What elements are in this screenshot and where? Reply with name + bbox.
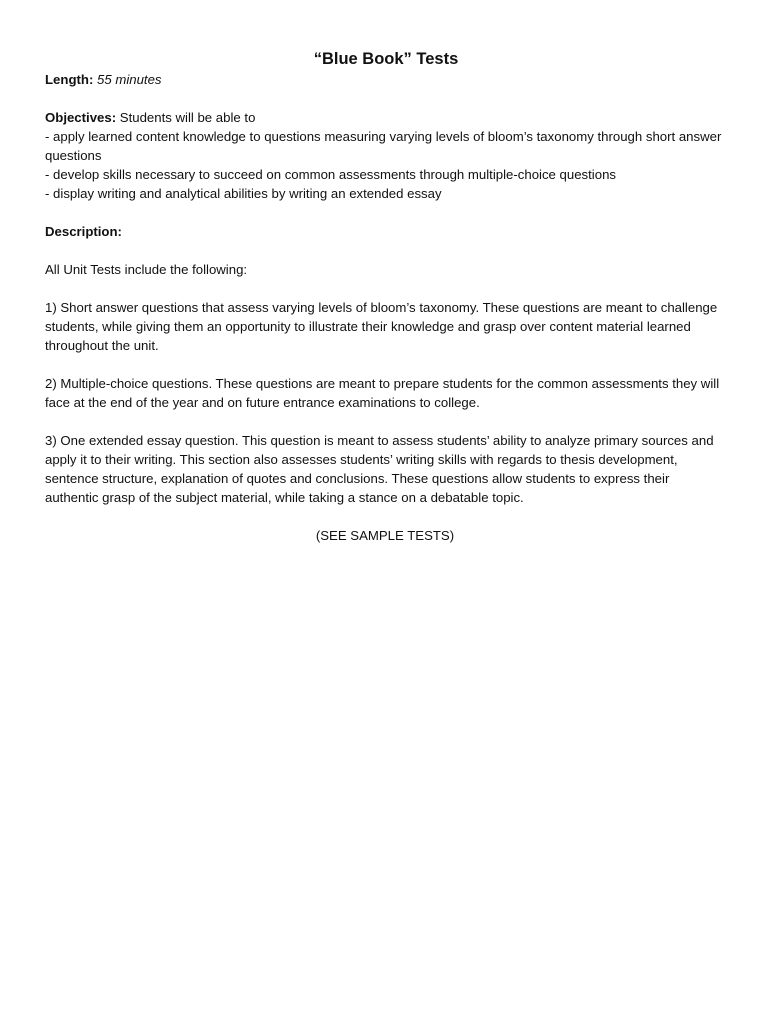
description-paragraph: 2) Multiple-choice questions. These questions are meant to prepare students for the common assessments they will face at the end of the year and on future entrance examinations to college. [45,376,720,410]
objective-item: - display writing and analytical abilities by writing an extended essay [45,186,442,201]
spacer [45,241,725,260]
objectives-label: Objectives: [45,110,117,125]
objective-item: - apply learned content knowledge to questions measuring varying levels of bloom’s taxonomy through short answer questions [45,129,722,163]
length-label: Length: [45,72,94,87]
spacer [45,89,725,108]
objectives-intro: Students will be able to [119,110,256,125]
length-value: 55 minutes [97,72,162,87]
spacer [45,412,725,431]
sample-tests-note: (SEE SAMPLE TESTS) [315,528,455,543]
spacer [45,355,725,374]
objectives-line [45,108,725,127]
description-paragraph: 1) Short answer questions that assess varying levels of bloom’s taxonomy. These questions are meant to challenge students, while giving them an opportunity to illustrate their knowledge and grasp over content material learned throughout the unit. [45,300,718,353]
description-intro: All Unit Tests include the following: [45,262,248,277]
page-title: “Blue Book” Tests [313,50,459,68]
spacer [45,203,725,222]
spacer [45,507,725,526]
description-paragraph: 3) One extended essay question. This question is meant to assess students’ ability to analyze primary sources and apply it to their writing. This section also assesses students’ writing skills with regards to thesis development, sentence structure, explanation of quotes and conclusions. These questions allow students to express their authentic grasp of the subject material, while taking a stance on a debatable topic. [45,433,714,505]
document-page [45,44,725,545]
spacer [45,279,725,298]
description-label: Description: [45,224,122,239]
length-line [45,70,725,89]
objective-item: - develop skills necessary to succeed on common assessments through multiple-choice questions [45,167,617,182]
